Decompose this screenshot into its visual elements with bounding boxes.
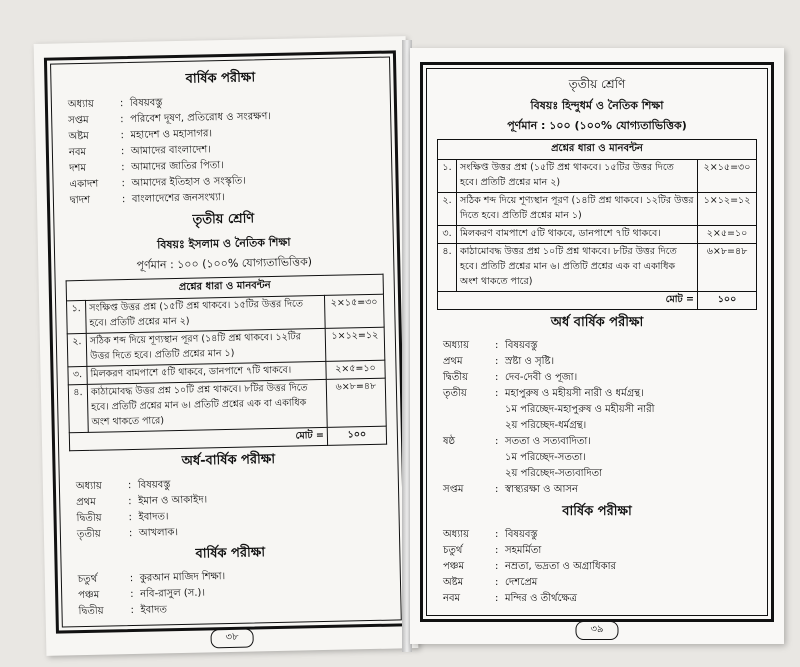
list-item: দ্বিতীয় : ইবাদত: [78, 604, 168, 618]
half-yearly-exam-title: অর্ধ-বার্ষিক পরীক্ষা: [181, 451, 276, 469]
half-yearly-chapter-list: অধ্যায় : বিষয়বস্তু প্রথম : স্রষ্টা ও সৃষ্টি। দ্বিতীয় : দেব-দেবী ও পূজা। তৃতীয় : মহাপুরুষ ও মহীয়সী নারী ও ধর্মগ্রন্থ। ১ম পরিচ্ছেদ-মহাপুরুষ ও মহীয়সী নারী ২য় পরিচ্ছেদ-ধর্মগ্রন্থ। ষষ্ঠ : সততা ও সত্যবাদিতা। ১ম পরিচ্ছেদ-সততা। ২য় পরিচ্ছেদ-সত্যবাদিতা সপ্তম : স্বাস্থ্যরক্ষা ও আসন: [443, 338, 757, 498]
right-page: [410, 48, 784, 644]
annual-chapter-list: অধ্যায় : বিষয়বস্তু সপ্তম : পরিবেশ দূষণ, প্রতিরোধ ও সংরক্ষণ। অষ্টম : মহাদেশ ও মহাসাগর। নবম : আমাদের বাংলাদেশ। দশম : আমাদের জাতির পিতা। একাদশ : আমাদের ইতিহাস ও সংস্কৃতি। দ্বাদশ : বাংলাদেশের জনসংখ্যা।: [68, 91, 382, 210]
list-item: অষ্টম : মহাদেশ ও মহাসাগর।: [68, 128, 213, 143]
subject-title: বিষয়ঃ ইসলাম ও নৈতিক শিক্ষা: [156, 235, 291, 252]
annual-exam-title: বার্ষিক পরীক্ষা: [185, 70, 256, 87]
annual-exam-title-2: বার্ষিক পরীক্ষা: [195, 545, 266, 562]
list-item: চতুর্থ : সহমর্মিতা: [443, 545, 542, 556]
table-row: ৪. কাঠামোবদ্ধ উত্তর প্রশ্ন ১০টি প্রশ্ন থাকবে। ৮টির উত্তর দিতে হবে। প্রতিটি প্রশ্নের মান ৬। প্রতিটি প্রশ্নের এক বা একাধিক অংশ থাকতে পারে) ৬×৮=৪৮: [68, 378, 386, 433]
chapter-col-header: অধ্যায়: [67, 98, 94, 111]
question-pattern-table: [437, 139, 757, 310]
list-item: দ্বিতীয় : দেব-দেবী ও পূজা।: [443, 372, 578, 383]
table-row: ৩. মিলকরণ বামপাশে ৫টি থাকবে, ডানপাশে ৭টি থাকবে। ২×৫=১০: [438, 226, 757, 244]
list-item: চতুর্থ : কুরআন মাজিদ শিক্ষা।: [77, 571, 226, 586]
list-item: পঞ্চম : নম্রতা, ভদ্রতা ও অগ্রাধিকার: [443, 561, 616, 572]
list-subitem: ১ম পরিচ্ছেদ-মহাপুরুষ ও মহীয়সী নারী: [505, 404, 655, 415]
table-header: প্রশ্নের ধারা ও মানবন্টন: [66, 274, 383, 301]
full-marks: পূর্ণমান : ১০০ (১০০% যোগ্যতাভিত্তিক): [507, 119, 687, 132]
list-item: সপ্তম : স্বাস্থ্যরক্ষা ও আসন: [443, 484, 578, 495]
list-item: পঞ্চম : নবি-রাসুল (স.)।: [78, 587, 206, 602]
page-number: ৩৮: [210, 628, 253, 648]
list-item: দশম : আমাদের জাতির পিতা।: [69, 160, 224, 175]
table-row: ২. সঠিক শব্দ দিয়ে শূণ্যস্থান পূরণ (১৪টি প্রশ্ন থাকবে। ১২টির উত্তর দিতে হবে। প্রতিটি প্রশ্নের মান ১) ১×১২=১২: [438, 193, 757, 226]
question-pattern-table: [66, 274, 388, 452]
list-item: প্রথম : ইমান ও আকাইদ।: [76, 494, 208, 509]
table-header: প্রশ্নের ধারা ও মানবন্টন: [438, 140, 757, 160]
list-subitem: ২য় পরিচ্ছেদ-ধর্মগ্রন্থ।: [505, 420, 587, 431]
table-row: ১. সংক্ষিপ্ত উত্তর প্রশ্ন (১৫টি প্রশ্ন থাকবে। ১৫টির উত্তর দিতে হবে। প্রতিটি প্রশ্নের মান ২) ২×১৫=৩০: [67, 294, 385, 334]
list-item: প্রথম : স্রষ্টা ও সৃষ্টি।: [443, 356, 555, 367]
content-col-header: বিষয়বস্তু: [129, 97, 163, 109]
total-row: মোট = ১০০: [69, 426, 386, 451]
class-title: তৃতীয় শ্রেণি: [192, 211, 255, 228]
list-item: তৃতীয় : আখলাক।: [76, 527, 179, 541]
right-page-border: [420, 62, 774, 622]
list-item: দ্বিতীয় : ইবাদত।: [76, 511, 169, 525]
table-row: ৩. মিলকরণ বামপাশে ৫টি থাকবে, ডানপাশে ৭টি থাকবে। ২×৫=১০: [68, 360, 385, 385]
annual-exam-title: বার্ষিক পরীক্ষা: [562, 504, 632, 519]
table-row: ১. সংক্ষিপ্ত উত্তর প্রশ্ন (১৫টি প্রশ্ন থাকবে। ১৫টির উত্তর দিতে হবে। প্রতিটি প্রশ্নের মান ২) ২×১৫=৩০: [438, 160, 757, 193]
list-item: তৃতীয় : মহাপুরুষ ও মহীয়সী নারী ও ধর্মগ্রন্থ।: [443, 388, 644, 399]
page-number: ৩৯: [576, 621, 619, 640]
table-row: ২. সঠিক শব্দ দিয়ে শূণ্যস্থান পূরণ (১৪টি প্রশ্ন থাকবে। ১২টির উত্তর দিতে হবে। প্রতিটি প্রশ্নের মান ১) ১×১২=১২: [67, 327, 385, 367]
half-yearly-chapter-list: অধ্যায় : বিষয়বস্তু প্রথম : ইমান ও আকাইদ। দ্বিতীয় : ইবাদত। তৃতীয় : আখলাক।: [76, 473, 389, 544]
list-item: নবম : মন্দির ও তীর্থক্ষেত্র: [443, 593, 577, 604]
list-item: দ্বাদশ : বাংলাদেশের জনসংখ্যা।: [69, 191, 225, 207]
list-subitem: ২য় পরিচ্ছেদ-সত্যবাদিতা: [505, 468, 603, 479]
class-title: তৃতীয় শ্রেণি: [568, 77, 626, 91]
total-row: মোট = ১০০: [438, 292, 757, 310]
list-item: একাদশ : আমাদের ইতিহাস ও সংস্কৃতি।: [69, 175, 246, 191]
list-item: সপ্তম : পরিবেশ দূষণ, প্রতিরোধ ও সংরক্ষণ।: [68, 111, 272, 127]
half-yearly-exam-title: অর্ধ বার্ষিক পরীক্ষা: [550, 315, 644, 330]
list-item: ষষ্ঠ : সততা ও সত্যবাদিতা।: [443, 436, 591, 447]
subject-title: বিষয়ঃ হিন্দুধর্ম ও নৈতিক শিক্ষা: [530, 99, 664, 112]
left-page: [34, 36, 419, 656]
list-item: নবম : আমাদের বাংলাদেশ।: [68, 144, 211, 159]
left-page-border: [44, 50, 408, 633]
list-item: অষ্টম : দেশপ্রেম: [443, 577, 538, 588]
table-row: ৪. কাঠামোবদ্ধ উত্তর প্রশ্ন ১০টি প্রশ্ন থাকবে। ৮টির উত্তর দিতে হবে। প্রতিটি প্রশ্নের মান ৬। প্রতিটি প্রশ্নের এক বা একাধিক অংশ থাকতে পারে) ৬×৮=৪৮: [438, 244, 757, 292]
annual-chapter-list-2: [78, 566, 391, 621]
list-subitem: ১ম পরিচ্ছেদ-সততা।: [505, 452, 586, 463]
annual-chapter-list: অধ্যায় : বিষয়বস্তু চতুর্থ : সহমর্মিতা পঞ্চম : নম্রতা, ভদ্রতা ও অগ্রাধিকার অষ্টম : দেশপ্রেম নবম : মন্দির ও তীর্থক্ষেত্র: [443, 527, 757, 607]
full-marks: পূর্ণমান : ১০০ (১০০% যোগ্যতাভিত্তিক): [136, 255, 313, 272]
